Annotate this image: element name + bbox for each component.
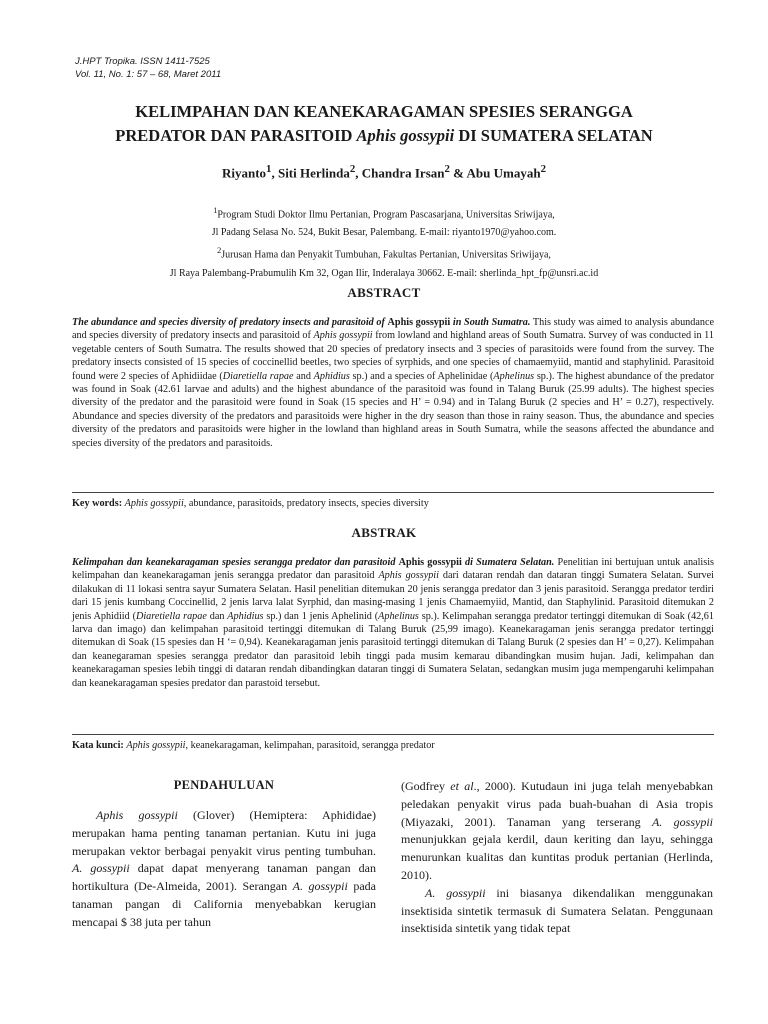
title-species: Aphis gossypii	[356, 126, 455, 145]
title-line-2	[60, 124, 708, 148]
author-separator: &	[449, 165, 467, 181]
abstract-lead-species: Aphis gossypii	[387, 317, 451, 328]
author-1-affil: 1	[266, 163, 272, 175]
divider	[72, 492, 714, 493]
keywords-label: Key words:	[72, 498, 125, 509]
abstrak-text-3: dan	[206, 610, 228, 622]
affiliation-1-line-1	[60, 202, 708, 224]
author-list	[60, 163, 708, 181]
abstract-heading: ABSTRACT	[347, 285, 421, 300]
abstrak-heading: ABSTRAK	[351, 525, 417, 540]
affiliations	[60, 202, 708, 283]
abstract-species-1: Diaretiella rapae	[222, 370, 294, 382]
abstrak-species-2: Aphidius	[227, 610, 264, 622]
intro-text-1: (Glover) (Hemiptera: Aphididae) merupakan hama penting tanaman pertanian. Kutu ini juga merupakan vektor berbagai penyakit virus penting tumbuhan.	[72, 808, 377, 858]
abstrak-species: Aphis gossypii	[378, 570, 439, 582]
author-3: Chandra Irsan	[361, 165, 445, 181]
author-4-affil: 2	[540, 163, 546, 175]
affiliation-1-text: Program Studi Doktor Ilmu Pertanian, Program Pascasarjana, Universitas Sriwijaya,	[217, 209, 555, 221]
intro-p2-text: ini biasanya dikendalikan menggunakan insektisida sintetik termasuk di Sumatera Selatan. Penggunaan insektisida sintetik yang tidak tepat	[401, 885, 713, 936]
affiliation-2-text: Jurusan Hama dan Penyakit Tumbuhan, Fakultas Pertanian, Universitas Sriwijaya,	[221, 249, 551, 261]
abstract-text-5: sp.). The highest abundance of the predator was found in Soak (42.61 larvae and adults) and the highest abundance of the parasitoid was found in Talang Buruk (25.99 adults). The highest species diversity of the predator and the parasitoid were found in Soak (15 species and H’ = 0.94) and in Talang Buruk (2 species and H’ = 0.27), respectively. Abundance and species diversity of the predators and parasitoids were higher in the dry season than those in rainy season. Thus, the abundance and species diversity of the predators and parasitoids were higher in the lowland than highland areas in South Sumatra, while the seasons affected the abundance and species diversity of the predators and parasitoids.	[72, 370, 714, 449]
abstract-lead-a: The abundance and species diversity of predatory insects and parasitoid of	[72, 317, 388, 328]
affiliation-2-marker: 2	[217, 246, 222, 256]
abstract-text-2: from lowland and highland areas of South Sumatra. Survey of was conducted in 11 vegetable centers of South Sumatra. The results showed that 20 species of predatory insects and 3 species of parasitoids were found from the survey. The predatory insects consisted of 15 species of coccinellid beetles, two species of syrphids, and one species of chamaemyiid, mantid and staphylinid. Parasitoid found were 2 species of Aphidiidae (	[72, 330, 714, 382]
abstract-text-3: and	[293, 370, 314, 382]
abstract-species: Aphis gossypii	[313, 330, 373, 342]
kata-kunci-list: , keanekaragaman, kelimpahan, parasitoid, serangga predator	[185, 740, 435, 751]
author-separator: ,	[355, 165, 362, 181]
abstrak-text-5: sp.). Kelimpahan serangga predator tertinggi ditemukan di Soak (42,61 larva dan imago) dan kelimpahan parasitoid tertinggi ditemukan di Talang Buruk (25,99 imago). Keanekaragaman jenis serangga predator tertinggi ditemukan di Soak (15 spesies dan H ‘= 0,94). Keanekaragaman jenis parasitoid tertinggi ditemukan di Talang Buruk (2 spesies dan H’ = 0,27). Kelimpahan dan keanegaraman spesies serangga predator dan parasitoid lebih tinggi pada musim kemarau dibandingkan musim hujan. Jadi, kelimpahan dan keanekaragaman spesies lebih tinggi di dataran rendah dibandingkan dataran tinggi di Sumatera Selatan, sedangkan musim juga mempengaruhi kelimpahan dan keanekaragaman spesies predator dan parastoid tersebut.	[72, 610, 714, 689]
abstrak-species-3: Aphelinus	[378, 610, 419, 622]
author-2: Siti Herlinda	[277, 165, 350, 181]
intro-paragraph-2	[401, 885, 713, 938]
title-part-b: DI SUMATERA SELATAN	[458, 126, 653, 145]
title-line-1: KELIMPAHAN DAN KEANEKARAGAMAN SPESIES SERANGGA	[135, 102, 633, 121]
abstract-species-3: Aphelinus	[493, 370, 535, 382]
abstrak-lead-species: Aphis gossypii	[398, 557, 462, 568]
abstract-body	[72, 316, 714, 450]
keywords-species: Aphis gossypii	[124, 498, 184, 509]
abstract-text-1: This study was aimed to analysis abundance and species diversity of predatory insects and parasitoid of	[72, 317, 715, 342]
author-3-affil: 2	[444, 163, 450, 175]
intro-p2-species: A. gossypii	[425, 885, 486, 900]
author-4: Abu Umayah	[466, 165, 541, 181]
journal-issn: J.HPT Tropika. ISSN 1411-7525	[75, 56, 210, 67]
intro-text-2: dapat dapat menyerang tanaman pangan dan hortikultura (De-Almeida, 2001). Serangan	[72, 861, 377, 894]
keywords-list: , abundance, parasitoids, predatory insects, species diversity	[183, 498, 429, 509]
right-column	[401, 778, 713, 938]
affiliation-1-line-2: Jl Padang Selasa No. 524, Bukit Besar, Palembang. E-mail: riyanto1970@yahoo.com.	[211, 227, 557, 239]
intro-text-3: pada tanaman pangan di California menyebabkan kerugian mencapai $ 38 juta per tahun	[72, 879, 377, 929]
kata-kunci	[72, 740, 714, 751]
intro-paragraph-1-cont	[401, 778, 713, 885]
intro-paragraph-1	[72, 807, 376, 932]
affiliation-1-marker: 1	[213, 206, 218, 215]
abstrak-species-1: Diaretiella rapae	[135, 610, 207, 622]
intro-cont-text-3: menunjukkan gejala kerdil, daun keriting dan layu, sehingga menurunkan kualitas dan kuntitas produk pertanian (Herlinda, 2010).	[401, 832, 713, 882]
intro-cont-text-1: (Godfrey	[401, 779, 451, 793]
divider	[72, 734, 714, 735]
intro-species-2: A. gossypii	[72, 861, 130, 876]
intro-species-3: A. gossypii	[292, 879, 348, 894]
left-column	[72, 778, 376, 932]
author-2-affil: 2	[349, 163, 356, 175]
abstrak-lead-b: di Sumatera Selatan.	[461, 557, 555, 568]
affiliation-2-line-1	[60, 242, 708, 264]
intro-cont-text-2: ., 2000). Kutudaun ini juga telah menyebabkan peledakan penyakit virus pada buah-buahan di Asia tropis (Miyazaki, 2001). Tanaman yang terserang	[401, 779, 713, 829]
kata-kunci-species: Aphis gossypii	[126, 740, 186, 751]
intro-cont-etal: et al	[450, 779, 474, 793]
author-1: Riyanto	[221, 165, 267, 181]
intro-cont-species: A. gossypii	[651, 814, 713, 829]
affiliation-2-line-2: Jl Raya Palembang-Prabumulih Km 32, Ogan Ilir, Inderalaya 30662. E-mail: sherlinda_hpt_fp@unsri.ac.id	[169, 267, 599, 279]
abstrak-text-2: dari dataran rendah dan dataran tinggi Sumatera Selatan. Survei dilakukan di 11 lokasi sentra sayur Sumatera Selatan. Hasil penelitian ditemukan 20 jenis serangga predator dan 3 jenis parasitoid. Serangga predator terdiri dari 15 jenis kumbang Coccinellid, 2 jenis larva lalat Syrphid, dan masing-masing 1 jenis Chamaemyiid, Mantid, dan Staphylinid. Parasitoid ditemukan 2 jenis Aphidiid (	[72, 570, 714, 622]
abstract-species-2: Aphidius	[313, 370, 350, 382]
journal-info	[75, 55, 221, 81]
intro-species: Aphis gossypii	[96, 808, 178, 822]
abstrak-text-1: Penelitian ini bertujuan untuk analisis kelimpahan dan keanekaragaman jenis serangga predator dan parasitoid	[72, 557, 715, 582]
paper-title	[60, 100, 708, 148]
abstrak-body	[72, 556, 714, 690]
abstrak-lead-a: Kelimpahan dan keanekaragaman spesies serangga predator dan parasitoid	[72, 557, 399, 568]
author-separator: ,	[271, 165, 278, 181]
abstract-lead-b: in South Sumatra.	[450, 317, 531, 328]
title-part-a: PREDATOR DAN PARASITOID	[115, 126, 353, 145]
keywords	[72, 498, 714, 509]
section-heading-pendahuluan: PENDAHULUAN	[173, 778, 275, 792]
journal-volume: Vol. 11, No. 1: 57 – 68, Maret 2011	[75, 69, 222, 80]
abstrak-text-4: sp.) dan 1 jenis Aphelinid (	[263, 610, 379, 622]
abstract-text-4: sp.) and a species of Aphelinidae (	[349, 370, 494, 382]
kata-kunci-label: Kata kunci:	[72, 740, 127, 751]
